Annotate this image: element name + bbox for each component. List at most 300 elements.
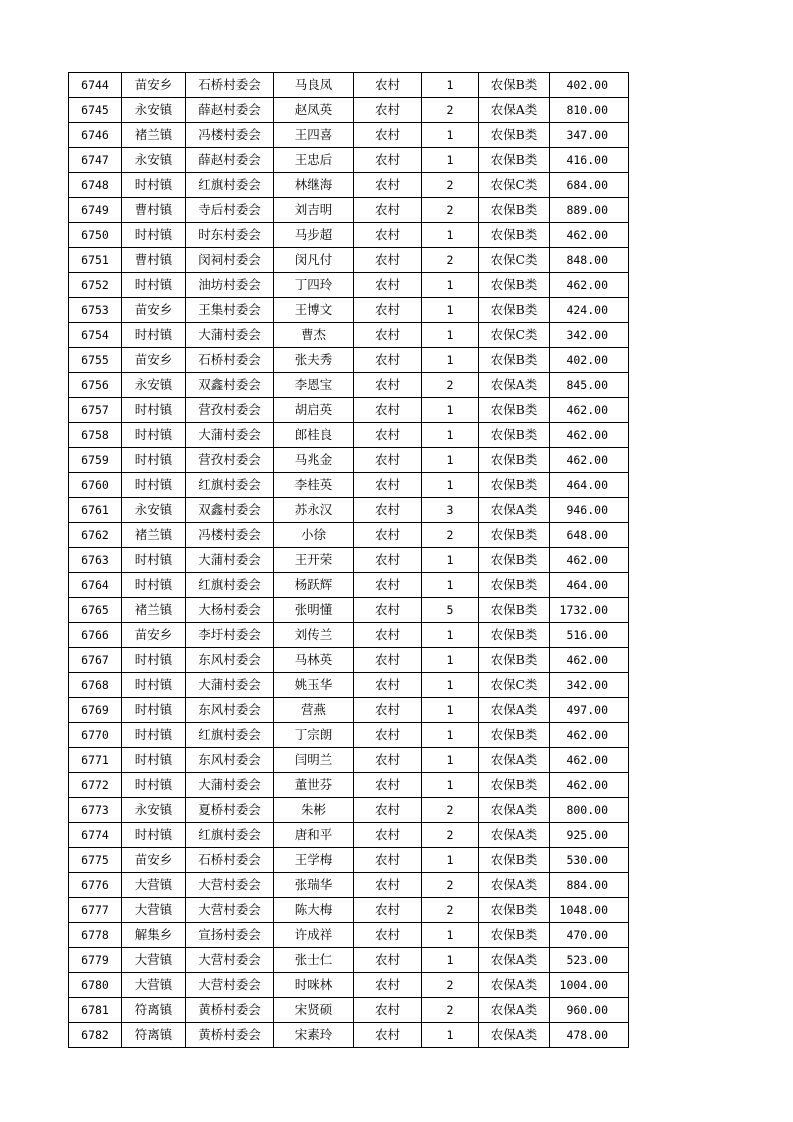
township-cell: 苗安乡 <box>122 348 186 373</box>
person-count-cell: 2 <box>422 873 479 898</box>
recipient-name-cell: 李恩宝 <box>274 373 354 398</box>
insurance-category-cell: 农保B类 <box>479 148 550 173</box>
village-committee-cell: 大蒲村委会 <box>186 673 274 698</box>
amount-cell: 497.00 <box>550 698 629 723</box>
recipient-name-cell: 宋素玲 <box>274 1023 354 1048</box>
person-count-cell: 1 <box>422 723 479 748</box>
household-type-cell: 农村 <box>354 998 422 1023</box>
amount-cell: 402.00 <box>550 73 629 98</box>
table-row <box>69 723 629 748</box>
amount-cell: 1732.00 <box>550 598 629 623</box>
township-cell: 曹村镇 <box>122 198 186 223</box>
row-number-cell: 6771 <box>69 748 122 773</box>
insurance-category-cell: 农保B类 <box>479 223 550 248</box>
insurance-category-cell: 农保B类 <box>479 773 550 798</box>
table-row <box>69 423 629 448</box>
township-cell: 符离镇 <box>122 1023 186 1048</box>
amount-cell: 946.00 <box>550 498 629 523</box>
person-count-cell: 1 <box>422 398 479 423</box>
household-type-cell: 农村 <box>354 648 422 673</box>
table-row <box>69 98 629 123</box>
township-cell: 苗安乡 <box>122 298 186 323</box>
household-type-cell: 农村 <box>354 73 422 98</box>
person-count-cell: 1 <box>422 348 479 373</box>
household-type-cell: 农村 <box>354 623 422 648</box>
amount-cell: 810.00 <box>550 98 629 123</box>
person-count-cell: 2 <box>422 998 479 1023</box>
township-cell: 解集乡 <box>122 923 186 948</box>
recipient-name-cell: 小徐 <box>274 523 354 548</box>
household-type-cell: 农村 <box>354 1023 422 1048</box>
township-cell: 时村镇 <box>122 673 186 698</box>
township-cell: 褚兰镇 <box>122 598 186 623</box>
insurance-category-cell: 农保B类 <box>479 298 550 323</box>
recipient-name-cell: 刘吉明 <box>274 198 354 223</box>
amount-cell: 684.00 <box>550 173 629 198</box>
table-row <box>69 498 629 523</box>
village-committee-cell: 薛赵村委会 <box>186 98 274 123</box>
amount-cell: 462.00 <box>550 748 629 773</box>
household-type-cell: 农村 <box>354 323 422 348</box>
table-row <box>69 548 629 573</box>
table-row <box>69 448 629 473</box>
village-committee-cell: 东风村委会 <box>186 648 274 673</box>
township-cell: 永安镇 <box>122 148 186 173</box>
row-number-cell: 6775 <box>69 848 122 873</box>
insurance-category-cell: 农保A类 <box>479 698 550 723</box>
amount-cell: 462.00 <box>550 273 629 298</box>
person-count-cell: 2 <box>422 173 479 198</box>
village-committee-cell: 时东村委会 <box>186 223 274 248</box>
township-cell: 时村镇 <box>122 223 186 248</box>
household-type-cell: 农村 <box>354 923 422 948</box>
household-type-cell: 农村 <box>354 523 422 548</box>
row-number-cell: 6761 <box>69 498 122 523</box>
person-count-cell: 5 <box>422 598 479 623</box>
recipient-name-cell: 张明懂 <box>274 598 354 623</box>
village-committee-cell: 石桥村委会 <box>186 848 274 873</box>
amount-cell: 478.00 <box>550 1023 629 1048</box>
recipient-name-cell: 曹杰 <box>274 323 354 348</box>
township-cell: 时村镇 <box>122 648 186 673</box>
village-committee-cell: 红旗村委会 <box>186 173 274 198</box>
person-count-cell: 2 <box>422 373 479 398</box>
insurance-category-cell: 农保A类 <box>479 748 550 773</box>
row-number-cell: 6778 <box>69 923 122 948</box>
row-number-cell: 6764 <box>69 573 122 598</box>
person-count-cell: 1 <box>422 748 479 773</box>
person-count-cell: 1 <box>422 548 479 573</box>
amount-cell: 462.00 <box>550 773 629 798</box>
table-row <box>69 873 629 898</box>
row-number-cell: 6768 <box>69 673 122 698</box>
insurance-category-cell: 农保B类 <box>479 898 550 923</box>
township-cell: 苗安乡 <box>122 73 186 98</box>
insurance-category-cell: 农保A类 <box>479 498 550 523</box>
insurance-category-cell: 农保B类 <box>479 623 550 648</box>
person-count-cell: 1 <box>422 148 479 173</box>
insurance-category-cell: 农保B类 <box>479 723 550 748</box>
table-row <box>69 173 629 198</box>
insurance-category-cell: 农保C类 <box>479 248 550 273</box>
insurance-category-cell: 农保A类 <box>479 973 550 998</box>
village-committee-cell: 宣扬村委会 <box>186 923 274 948</box>
household-type-cell: 农村 <box>354 148 422 173</box>
insurance-category-cell: 农保B类 <box>479 398 550 423</box>
recipient-name-cell: 许成祥 <box>274 923 354 948</box>
insurance-category-cell: 农保C类 <box>479 173 550 198</box>
recipient-name-cell: 王博文 <box>274 298 354 323</box>
table-row <box>69 73 629 98</box>
person-count-cell: 3 <box>422 498 479 523</box>
township-cell: 时村镇 <box>122 823 186 848</box>
table-row <box>69 273 629 298</box>
row-number-cell: 6758 <box>69 423 122 448</box>
row-number-cell: 6780 <box>69 973 122 998</box>
household-type-cell: 农村 <box>354 273 422 298</box>
household-type-cell: 农村 <box>354 673 422 698</box>
village-committee-cell: 大蒲村委会 <box>186 773 274 798</box>
recipient-name-cell: 马良凤 <box>274 73 354 98</box>
amount-cell: 342.00 <box>550 673 629 698</box>
insurance-category-cell: 农保B类 <box>479 523 550 548</box>
village-committee-cell: 李圩村委会 <box>186 623 274 648</box>
township-cell: 时村镇 <box>122 273 186 298</box>
village-committee-cell: 大蒲村委会 <box>186 423 274 448</box>
village-committee-cell: 红旗村委会 <box>186 573 274 598</box>
insurance-category-cell: 农保A类 <box>479 998 550 1023</box>
amount-cell: 464.00 <box>550 473 629 498</box>
township-cell: 永安镇 <box>122 498 186 523</box>
village-committee-cell: 大营村委会 <box>186 873 274 898</box>
recipient-name-cell: 张士仁 <box>274 948 354 973</box>
row-number-cell: 6782 <box>69 1023 122 1048</box>
recipient-name-cell: 郎桂良 <box>274 423 354 448</box>
recipient-name-cell: 闵凡付 <box>274 248 354 273</box>
table-row <box>69 523 629 548</box>
insurance-category-cell: 农保B类 <box>479 448 550 473</box>
table-row <box>69 473 629 498</box>
household-type-cell: 农村 <box>354 748 422 773</box>
recipient-name-cell: 姚玉华 <box>274 673 354 698</box>
person-count-cell: 2 <box>422 798 479 823</box>
person-count-cell: 1 <box>422 423 479 448</box>
table-row <box>69 773 629 798</box>
village-committee-cell: 黄桥村委会 <box>186 1023 274 1048</box>
row-number-cell: 6745 <box>69 98 122 123</box>
township-cell: 曹村镇 <box>122 248 186 273</box>
recipient-name-cell: 丁宗朗 <box>274 723 354 748</box>
household-type-cell: 农村 <box>354 598 422 623</box>
row-number-cell: 6774 <box>69 823 122 848</box>
row-number-cell: 6767 <box>69 648 122 673</box>
household-type-cell: 农村 <box>354 98 422 123</box>
row-number-cell: 6746 <box>69 123 122 148</box>
table-body <box>69 73 629 1048</box>
household-type-cell: 农村 <box>354 348 422 373</box>
household-type-cell: 农村 <box>354 223 422 248</box>
recipient-name-cell: 杨跃辉 <box>274 573 354 598</box>
table-row <box>69 348 629 373</box>
village-committee-cell: 双鑫村委会 <box>186 498 274 523</box>
person-count-cell: 1 <box>422 223 479 248</box>
amount-cell: 884.00 <box>550 873 629 898</box>
village-committee-cell: 红旗村委会 <box>186 473 274 498</box>
amount-cell: 347.00 <box>550 123 629 148</box>
row-number-cell: 6751 <box>69 248 122 273</box>
row-number-cell: 6756 <box>69 373 122 398</box>
person-count-cell: 1 <box>422 573 479 598</box>
person-count-cell: 1 <box>422 698 479 723</box>
row-number-cell: 6754 <box>69 323 122 348</box>
table-row <box>69 998 629 1023</box>
amount-cell: 462.00 <box>550 448 629 473</box>
person-count-cell: 1 <box>422 648 479 673</box>
table-row <box>69 148 629 173</box>
recipient-name-cell: 李桂英 <box>274 473 354 498</box>
township-cell: 时村镇 <box>122 773 186 798</box>
insurance-category-cell: 农保B类 <box>479 648 550 673</box>
amount-cell: 848.00 <box>550 248 629 273</box>
amount-cell: 523.00 <box>550 948 629 973</box>
amount-cell: 464.00 <box>550 573 629 598</box>
household-type-cell: 农村 <box>354 398 422 423</box>
township-cell: 时村镇 <box>122 548 186 573</box>
table-row <box>69 373 629 398</box>
table-row <box>69 1023 629 1048</box>
amount-cell: 1004.00 <box>550 973 629 998</box>
village-committee-cell: 薛赵村委会 <box>186 148 274 173</box>
recipient-name-cell: 闫明兰 <box>274 748 354 773</box>
row-number-cell: 6760 <box>69 473 122 498</box>
table-row <box>69 623 629 648</box>
village-committee-cell: 寺后村委会 <box>186 198 274 223</box>
amount-cell: 342.00 <box>550 323 629 348</box>
amount-cell: 516.00 <box>550 623 629 648</box>
insurance-category-cell: 农保A类 <box>479 823 550 848</box>
amount-cell: 470.00 <box>550 923 629 948</box>
recipient-name-cell: 赵凤英 <box>274 98 354 123</box>
village-committee-cell: 黄桥村委会 <box>186 998 274 1023</box>
recipient-name-cell: 苏永汉 <box>274 498 354 523</box>
amount-cell: 462.00 <box>550 223 629 248</box>
recipient-name-cell: 张瑞华 <box>274 873 354 898</box>
insurance-category-cell: 农保A类 <box>479 98 550 123</box>
household-type-cell: 农村 <box>354 723 422 748</box>
person-count-cell: 1 <box>422 298 479 323</box>
recipient-name-cell: 丁四玲 <box>274 273 354 298</box>
household-type-cell: 农村 <box>354 473 422 498</box>
household-type-cell: 农村 <box>354 773 422 798</box>
table-row <box>69 573 629 598</box>
township-cell: 褚兰镇 <box>122 123 186 148</box>
person-count-cell: 1 <box>422 323 479 348</box>
person-count-cell: 1 <box>422 848 479 873</box>
recipient-name-cell: 王开荣 <box>274 548 354 573</box>
row-number-cell: 6747 <box>69 148 122 173</box>
township-cell: 时村镇 <box>122 173 186 198</box>
table-row <box>69 698 629 723</box>
insurance-category-cell: 农保B类 <box>479 573 550 598</box>
township-cell: 时村镇 <box>122 448 186 473</box>
household-type-cell: 农村 <box>354 373 422 398</box>
amount-cell: 462.00 <box>550 398 629 423</box>
insurance-category-cell: 农保A类 <box>479 873 550 898</box>
village-committee-cell: 红旗村委会 <box>186 823 274 848</box>
row-number-cell: 6762 <box>69 523 122 548</box>
amount-cell: 424.00 <box>550 298 629 323</box>
table-row <box>69 323 629 348</box>
row-number-cell: 6769 <box>69 698 122 723</box>
row-number-cell: 6772 <box>69 773 122 798</box>
insurance-category-cell: 农保A类 <box>479 798 550 823</box>
insurance-category-cell: 农保C类 <box>479 673 550 698</box>
village-committee-cell: 大蒲村委会 <box>186 323 274 348</box>
recipient-name-cell: 林继海 <box>274 173 354 198</box>
table-row <box>69 123 629 148</box>
row-number-cell: 6770 <box>69 723 122 748</box>
table-row <box>69 973 629 998</box>
table-row <box>69 198 629 223</box>
village-committee-cell: 油坊村委会 <box>186 273 274 298</box>
person-count-cell: 2 <box>422 523 479 548</box>
row-number-cell: 6765 <box>69 598 122 623</box>
village-committee-cell: 双鑫村委会 <box>186 373 274 398</box>
amount-cell: 800.00 <box>550 798 629 823</box>
amount-cell: 530.00 <box>550 848 629 873</box>
village-committee-cell: 红旗村委会 <box>186 723 274 748</box>
person-count-cell: 1 <box>422 773 479 798</box>
township-cell: 大营镇 <box>122 898 186 923</box>
person-count-cell: 2 <box>422 973 479 998</box>
person-count-cell: 2 <box>422 98 479 123</box>
household-type-cell: 农村 <box>354 898 422 923</box>
table-row <box>69 223 629 248</box>
household-type-cell: 农村 <box>354 423 422 448</box>
amount-cell: 1048.00 <box>550 898 629 923</box>
table-row <box>69 823 629 848</box>
benefit-roster-table <box>68 72 629 1048</box>
household-type-cell: 农村 <box>354 573 422 598</box>
person-count-cell: 1 <box>422 948 479 973</box>
person-count-cell: 1 <box>422 673 479 698</box>
village-committee-cell: 东风村委会 <box>186 698 274 723</box>
household-type-cell: 农村 <box>354 173 422 198</box>
village-committee-cell: 大杨村委会 <box>186 598 274 623</box>
village-committee-cell: 石桥村委会 <box>186 348 274 373</box>
household-type-cell: 农村 <box>354 123 422 148</box>
row-number-cell: 6752 <box>69 273 122 298</box>
village-committee-cell: 营孜村委会 <box>186 448 274 473</box>
person-count-cell: 1 <box>422 1023 479 1048</box>
village-committee-cell: 闵祠村委会 <box>186 248 274 273</box>
household-type-cell: 农村 <box>354 248 422 273</box>
insurance-category-cell: 农保B类 <box>479 473 550 498</box>
township-cell: 褚兰镇 <box>122 523 186 548</box>
table-row <box>69 948 629 973</box>
household-type-cell: 农村 <box>354 823 422 848</box>
row-number-cell: 6763 <box>69 548 122 573</box>
row-number-cell: 6773 <box>69 798 122 823</box>
village-committee-cell: 大营村委会 <box>186 948 274 973</box>
amount-cell: 462.00 <box>550 423 629 448</box>
village-committee-cell: 冯楼村委会 <box>186 523 274 548</box>
table-row <box>69 798 629 823</box>
recipient-name-cell: 营燕 <box>274 698 354 723</box>
amount-cell: 462.00 <box>550 723 629 748</box>
village-committee-cell: 营孜村委会 <box>186 398 274 423</box>
row-number-cell: 6749 <box>69 198 122 223</box>
row-number-cell: 6744 <box>69 73 122 98</box>
recipient-name-cell: 王忠后 <box>274 148 354 173</box>
recipient-name-cell: 胡启英 <box>274 398 354 423</box>
township-cell: 时村镇 <box>122 698 186 723</box>
township-cell: 时村镇 <box>122 573 186 598</box>
row-number-cell: 6750 <box>69 223 122 248</box>
recipient-name-cell: 刘传兰 <box>274 623 354 648</box>
household-type-cell: 农村 <box>354 548 422 573</box>
township-cell: 时村镇 <box>122 723 186 748</box>
recipient-name-cell: 陈大梅 <box>274 898 354 923</box>
person-count-cell: 2 <box>422 898 479 923</box>
amount-cell: 402.00 <box>550 348 629 373</box>
person-count-cell: 1 <box>422 923 479 948</box>
insurance-category-cell: 农保B类 <box>479 923 550 948</box>
recipient-name-cell: 时咪林 <box>274 973 354 998</box>
row-number-cell: 6777 <box>69 898 122 923</box>
person-count-cell: 1 <box>422 73 479 98</box>
person-count-cell: 2 <box>422 823 479 848</box>
township-cell: 永安镇 <box>122 373 186 398</box>
insurance-category-cell: 农保B类 <box>479 123 550 148</box>
recipient-name-cell: 马步超 <box>274 223 354 248</box>
village-committee-cell: 石桥村委会 <box>186 73 274 98</box>
recipient-name-cell: 马兆金 <box>274 448 354 473</box>
household-type-cell: 农村 <box>354 798 422 823</box>
household-type-cell: 农村 <box>354 948 422 973</box>
table-row <box>69 598 629 623</box>
township-cell: 大营镇 <box>122 873 186 898</box>
recipient-name-cell: 王学梅 <box>274 848 354 873</box>
insurance-category-cell: 农保B类 <box>479 273 550 298</box>
township-cell: 永安镇 <box>122 798 186 823</box>
table-row <box>69 248 629 273</box>
village-committee-cell: 冯楼村委会 <box>186 123 274 148</box>
row-number-cell: 6766 <box>69 623 122 648</box>
recipient-name-cell: 董世芬 <box>274 773 354 798</box>
row-number-cell: 6748 <box>69 173 122 198</box>
table-row <box>69 923 629 948</box>
household-type-cell: 农村 <box>354 498 422 523</box>
table-row <box>69 298 629 323</box>
document-page <box>68 72 629 1048</box>
insurance-category-cell: 农保B类 <box>479 598 550 623</box>
township-cell: 时村镇 <box>122 398 186 423</box>
recipient-name-cell: 王四喜 <box>274 123 354 148</box>
insurance-category-cell: 农保C类 <box>479 323 550 348</box>
table-row <box>69 673 629 698</box>
insurance-category-cell: 农保B类 <box>479 848 550 873</box>
township-cell: 时村镇 <box>122 473 186 498</box>
amount-cell: 462.00 <box>550 648 629 673</box>
recipient-name-cell: 马林英 <box>274 648 354 673</box>
village-committee-cell: 东风村委会 <box>186 748 274 773</box>
amount-cell: 889.00 <box>550 198 629 223</box>
household-type-cell: 农村 <box>354 448 422 473</box>
insurance-category-cell: 农保A类 <box>479 948 550 973</box>
person-count-cell: 1 <box>422 623 479 648</box>
person-count-cell: 1 <box>422 473 479 498</box>
